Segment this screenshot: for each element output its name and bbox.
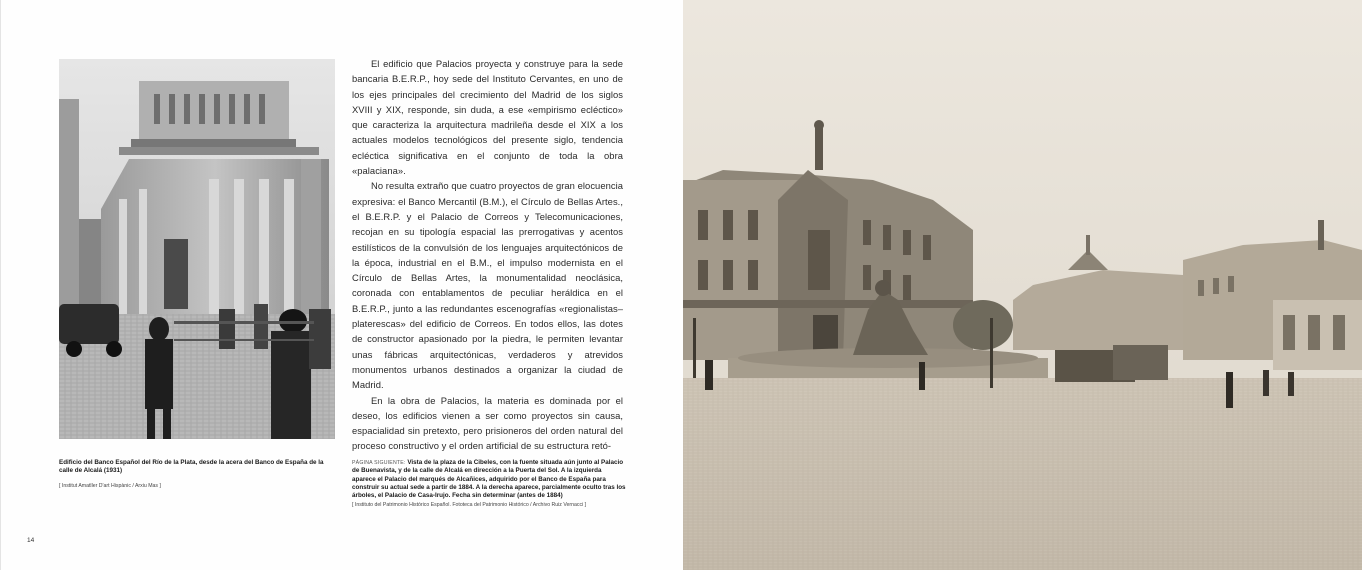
photo-banco-rio-de-la-plata bbox=[59, 59, 335, 439]
body-text bbox=[352, 56, 623, 454]
body-paragraph: El edificio que Palacios proyecta y construye para la sede bancaria B.E.R.P., hoy sede del Instituto Cervantes, en uno de los ejes principales del crecimiento del Madrid de los siglos XVIII y XIX, responde, sin duda, a ese «empirismo ecléctico» que caracteriza la arquitectura madrileña desde el XIX a los actuales modelos tecnológicos del presente siglo, tendencia ecléctica significativa en el conjunto de toda la obra «palaciana». bbox=[352, 58, 623, 177]
caption-credit: [ Institut Amatller D'art Hispànic / Arxiu Mas ] bbox=[59, 482, 161, 489]
photo-plaza-de-cibeles bbox=[683, 0, 1362, 570]
caption-title: Vista de la plaza de la Cibeles, con la fuente situada aún junto al Palacio de Buenavista, y de la calle de Alcalá en dirección a la Puerta del Sol. A la izquierda aparece el Palacio del marqués de Alcañices, adquirido por el Banco de España para construir su actual sede a partir de 1884. A la derecha aparece, parcialmente oculto tras los árboles, el Palacio de Casa-Irujo. Fecha sin determinar (antes de 1884) bbox=[352, 459, 626, 500]
body-paragraph: En la obra de Palacios, la materia es dominada por el deseo, los edificios vienen a ser como proyectos sin causa, espacialidad sin pretexto, pero prisioneros del orden natural del proceso constructivo y el orden artificial de su estructura retó- bbox=[352, 394, 623, 452]
body-paragraph: No resulta extraño que cuatro proyectos de gran elocuencia expresiva: el Banco Mercantil (B.M.), el Círculo de Bellas Artes., el B.E.R.P. y el Palacio de Correos y Telecomunicaciones, recojan en su tipología espacial las prerrogativas y acentos estilísticos de la convulsión de los lenguajes arquitectónicos de la época, industrial en el B.M., el impulso modernista en el Círculo de Bellas Artes, la monumentalidad neoclásica, coronada con entablamentos de peculiar heráldica en el B.E.R.P., junto a las redundantes escenografías «regionalistas–platerescas» del edificio de Correos. En todos ellos, las dotes de constructor apasionado por la piedra, le permiten levantar unas fábricas arquitectónicas, verdaderos y atrevidos monumentos urbanos destinados a organizar la ciudad de Madrid. bbox=[352, 180, 623, 391]
caption-title: Edificio del Banco Español del Río de la Plata, desde la acera del Banco de España de la calle de Alcalá (1931) bbox=[59, 459, 324, 475]
page-number: 14 bbox=[27, 537, 35, 544]
caption-credit: [ Instituto del Patrimonio Histórico Español. Fototeca del Patrimonio Histórico / Archivo Ruiz Vernacci ] bbox=[352, 502, 587, 509]
caption-kicker: PÁGINA SIGUIENTE: bbox=[352, 460, 406, 466]
photo-caption-next-page bbox=[352, 459, 627, 510]
photo-caption-left bbox=[59, 459, 329, 490]
